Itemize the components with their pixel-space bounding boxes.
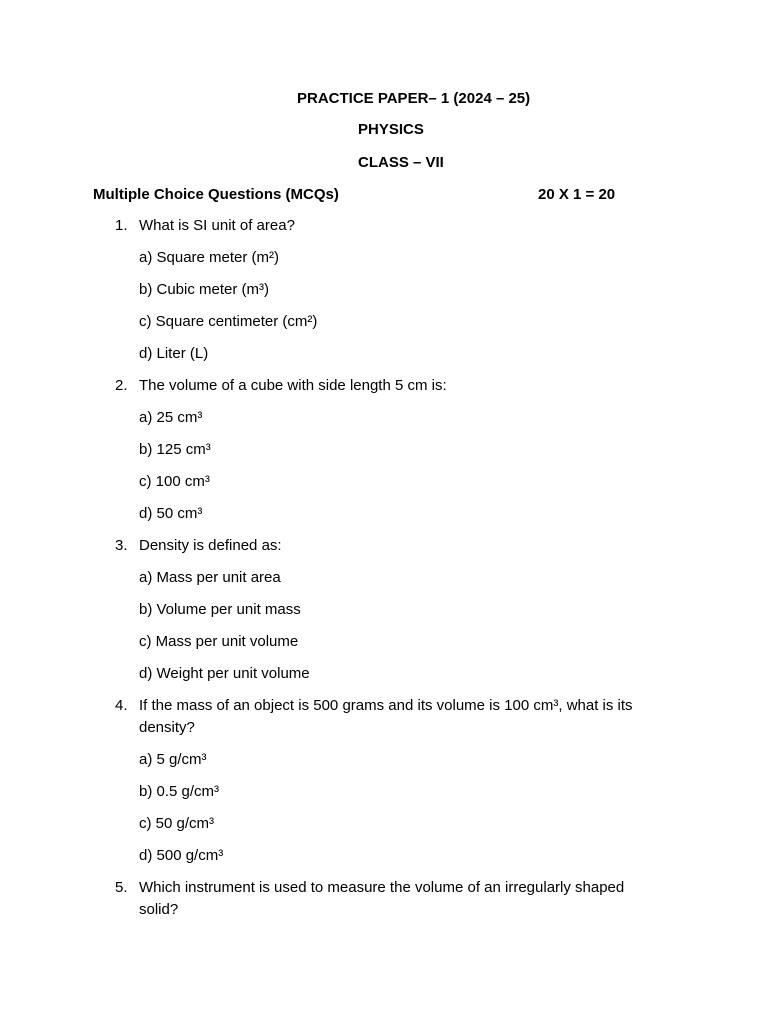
answer-option: b) 125 cm³: [139, 441, 211, 458]
question-text: Which instrument is used to measure the volume of an irregularly shaped solid?: [139, 879, 625, 918]
answer-option: a) Mass per unit area: [139, 569, 281, 586]
subject-heading: PHYSICS: [358, 121, 424, 138]
class-heading: CLASS – VII: [358, 154, 444, 171]
answer-option: d) 500 g/cm³: [139, 847, 224, 864]
answer-option: a) 25 cm³: [139, 409, 203, 426]
answer-option: c) 50 g/cm³: [139, 815, 215, 832]
paper-title: PRACTICE PAPER– 1 (2024 – 25): [297, 90, 531, 107]
answer-option: b) Volume per unit mass: [139, 601, 301, 618]
question-item: [115, 695, 675, 867]
question-number: 3.: [115, 537, 128, 554]
answer-option: b) Cubic meter (m³): [139, 281, 270, 298]
question-item: [115, 877, 675, 921]
question-number: 1.: [115, 217, 128, 234]
answer-option: c) 100 cm³: [139, 473, 210, 490]
answer-option: a) Square meter (m²): [139, 249, 280, 266]
section-title: Multiple Choice Questions (MCQs): [93, 186, 339, 203]
answer-option: d) 50 cm³: [139, 505, 203, 522]
section-marks: 20 X 1 = 20: [538, 186, 616, 203]
question-list: [115, 215, 675, 931]
section-header: [93, 185, 653, 205]
question-text: If the mass of an object is 500 grams and its volume is 100 cm³, what is its density?: [139, 697, 633, 736]
question-number: 5.: [115, 879, 128, 896]
question-text: What is SI unit of area?: [139, 217, 295, 234]
question-item: [115, 535, 675, 685]
question-item: [115, 375, 675, 525]
question-item: [115, 215, 675, 365]
answer-option: d) Weight per unit volume: [139, 665, 310, 682]
question-text: Density is defined as:: [139, 537, 282, 554]
question-number: 2.: [115, 377, 128, 394]
question-number: 4.: [115, 697, 128, 714]
answer-option: b) 0.5 g/cm³: [139, 783, 220, 800]
answer-option: d) Liter (L): [139, 345, 209, 362]
answer-option: c) Mass per unit volume: [139, 633, 299, 650]
question-text: The volume of a cube with side length 5 cm is:: [139, 377, 447, 394]
answer-option: c) Square centimeter (cm²): [139, 313, 318, 330]
answer-option: a) 5 g/cm³: [139, 751, 207, 768]
